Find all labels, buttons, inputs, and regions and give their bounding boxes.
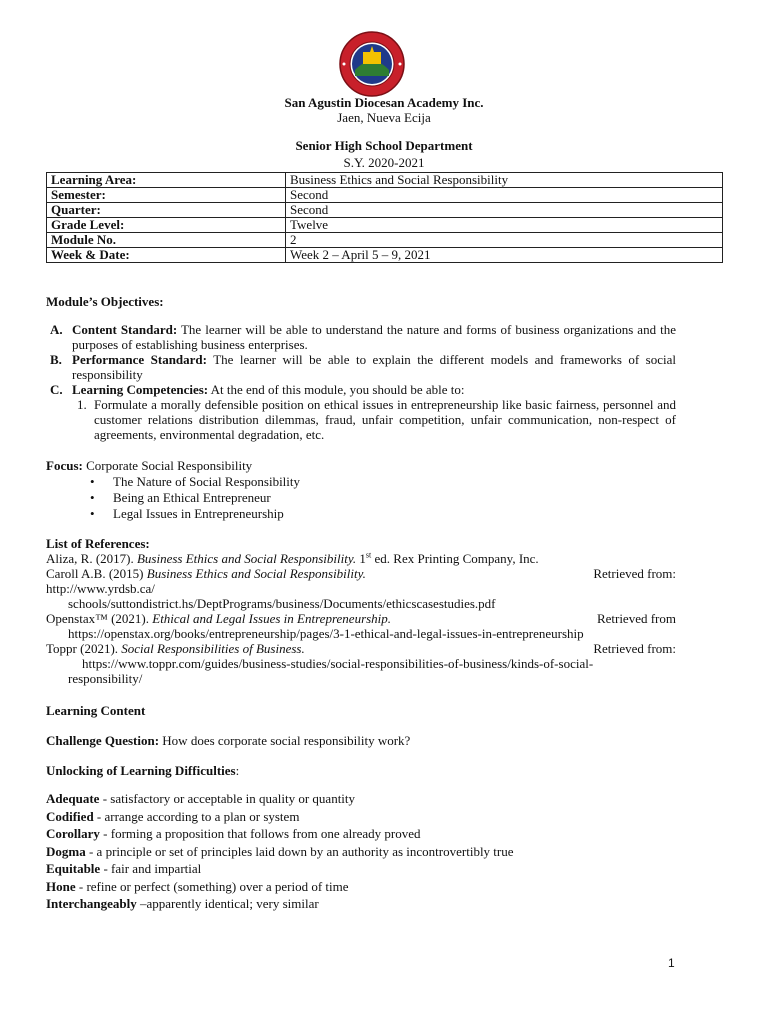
table-row (47, 248, 723, 263)
info-label: Learning Area: (47, 173, 286, 188)
glossary-list (46, 791, 676, 914)
objective-label: Content Standard: (72, 322, 178, 337)
glossary-item (46, 861, 676, 879)
glossary-item (46, 844, 676, 862)
challenge-text: How does corporate social responsibility work? (159, 733, 411, 748)
table-row (47, 173, 723, 188)
focus-label: Focus: (46, 458, 83, 473)
module-info-table (46, 172, 723, 263)
ref-url: https://www.toppr.com/guides/business-studies/social-responsibilities-of-business/kinds-of-social- (82, 656, 594, 671)
ref-retrieved: Retrieved from: (593, 641, 676, 656)
glossary-term: Codified (46, 808, 94, 824)
ref-publisher: ed. Rex Printing Company, Inc. (371, 551, 539, 566)
list-item (90, 490, 590, 506)
bullet-icon: • (90, 490, 95, 505)
objective-item (50, 382, 676, 397)
objective-item (50, 352, 676, 382)
ref-edition: 1 (356, 551, 366, 566)
competency-text: Formulate a morally defensible position on ethical issues in entrepreneurship like basic fairness, personnel and customer relations distribution dilemmas, fraud, unfair competition, unfair communication, non-respect of agreements, environmental degradation, etc. (94, 397, 676, 442)
glossary-definition: - a principle or set of principles laid down by an authority as incontrovertibly true (85, 843, 514, 859)
glossary-item (46, 809, 676, 827)
ref-url: https://openstax.org/books/entrepreneurship/pages/3-1-ethical-and-legal-issues-in-entrepreneurship (68, 626, 584, 641)
objective-label: Performance Standard: (72, 352, 207, 367)
objectives-title: Module’s Objectives: (46, 294, 164, 309)
info-label: Grade Level: (47, 218, 286, 233)
references-title: List of References: (46, 536, 150, 551)
unlocking-title (46, 763, 676, 778)
ref-title: Ethical and Legal Issues in Entrepreneurship. (152, 611, 392, 626)
department-name: Senior High School Department (295, 138, 473, 153)
challenge-label: Challenge Question: (46, 733, 160, 748)
objective-text: At the end of this module, you should be able to: (208, 382, 465, 397)
focus-line (46, 458, 676, 473)
glossary-term: Equitable (46, 861, 101, 876)
school-seal-logo (333, 30, 411, 98)
focus-bullets (90, 474, 590, 522)
info-value: Second (286, 188, 723, 203)
info-label: Week & Date: (47, 248, 286, 263)
info-value: Twelve (286, 218, 723, 233)
objective-label: Learning Competencies: (72, 382, 209, 397)
bullet-icon: • (90, 506, 95, 521)
learning-content-title: Learning Content (46, 703, 146, 718)
ref-url: http://www.yrdsb.ca/ (46, 581, 155, 596)
reference-openstax (46, 611, 676, 626)
glossary-term: Hone (46, 878, 76, 894)
bullet-icon: • (90, 474, 95, 489)
page-number: 1 (668, 956, 675, 970)
ref-retrieved: Retrieved from: (593, 566, 676, 581)
list-marker: A. (50, 322, 63, 337)
info-label: Quarter: (47, 203, 286, 218)
unlocking-colon: : (235, 763, 240, 778)
glossary-item (46, 879, 676, 897)
ref-author: Openstax™ (2021). (46, 611, 153, 626)
glossary-definition: - arrange according to a plan or system (93, 808, 300, 824)
info-value: Second (286, 203, 723, 218)
bullet-text: Being an Ethical Entrepreneur (113, 490, 271, 505)
ref-author: Caroll A.B. (2015) (46, 566, 147, 581)
challenge-question (46, 733, 676, 748)
info-label: Module No. (47, 233, 286, 248)
references-section (46, 536, 676, 686)
ref-author: Aliza, R. (2017). (46, 551, 137, 566)
table-row (47, 203, 723, 218)
ref-title: Business Ethics and Social Responsibility. (136, 551, 357, 566)
table-row (47, 218, 723, 233)
table-row (47, 188, 723, 203)
list-item (90, 506, 590, 522)
glossary-definition: - forming a proposition that follows from one already proved (99, 826, 421, 841)
school-year: S.Y. 2020-2021 (343, 155, 425, 170)
list-marker: B. (50, 352, 62, 367)
ref-title: Business Ethics and Social Responsibility. (146, 566, 366, 581)
school-location: Jaen, Nueva Ecija (337, 110, 431, 125)
glossary-definition: –apparently identical; very similar (136, 896, 319, 911)
competency-item (55, 397, 676, 442)
info-value: 2 (286, 233, 723, 248)
objective-item (50, 322, 676, 352)
glossary-item (46, 896, 676, 914)
ref-retrieved: Retrieved from (596, 611, 676, 626)
reference-toppr (46, 641, 676, 656)
bullet-text: The Nature of Social Responsibility (113, 474, 301, 489)
glossary-definition: - refine or perfect (something) over a period of time (75, 878, 349, 894)
glossary-definition: - fair and impartial (100, 861, 202, 876)
unlocking-label: Unlocking of Learning Difficulties (46, 763, 236, 778)
list-marker: 1. (77, 397, 87, 412)
ref-url: responsibility/ (68, 671, 143, 686)
ref-title: Social Responsibilities of Business. (121, 641, 305, 656)
table-row (47, 233, 723, 248)
glossary-item (46, 826, 676, 844)
objective-text: The learner will be able to understand the nature and forms of business organizations and the purposes of establishing business enterprises. (72, 322, 677, 352)
glossary-item (46, 791, 676, 809)
list-marker: C. (50, 382, 63, 397)
info-value: Business Ethics and Social Responsibility (286, 173, 723, 188)
objective-text: The learner will be able to explain the different models and frameworks of social responsibility (72, 352, 676, 382)
glossary-term: Dogma (46, 843, 86, 859)
glossary-definition: - satisfactory or acceptable in quality or quantity (99, 791, 356, 806)
focus-text: Corporate Social Responsibility (82, 458, 253, 473)
info-label: Semester: (47, 188, 286, 203)
reference-aliza (46, 551, 676, 566)
school-name: San Agustin Diocesan Academy Inc. (284, 95, 484, 110)
ref-author: Toppr (2021). (46, 641, 122, 656)
bullet-text: Legal Issues in Entrepreneurship (113, 506, 284, 521)
objectives-list (50, 322, 676, 442)
list-item (90, 474, 590, 490)
glossary-term: Interchangeably (46, 896, 137, 911)
reference-caroll (46, 566, 676, 581)
ref-sup: st (365, 550, 372, 560)
info-value: Week 2 – April 5 – 9, 2021 (286, 248, 723, 263)
glossary-term: Corollary (46, 826, 100, 841)
glossary-term: Adequate (46, 791, 100, 806)
ref-url: schools/suttondistrict.hs/DeptPrograms/business/Documents/ethicscasestudies.pdf (68, 596, 496, 611)
